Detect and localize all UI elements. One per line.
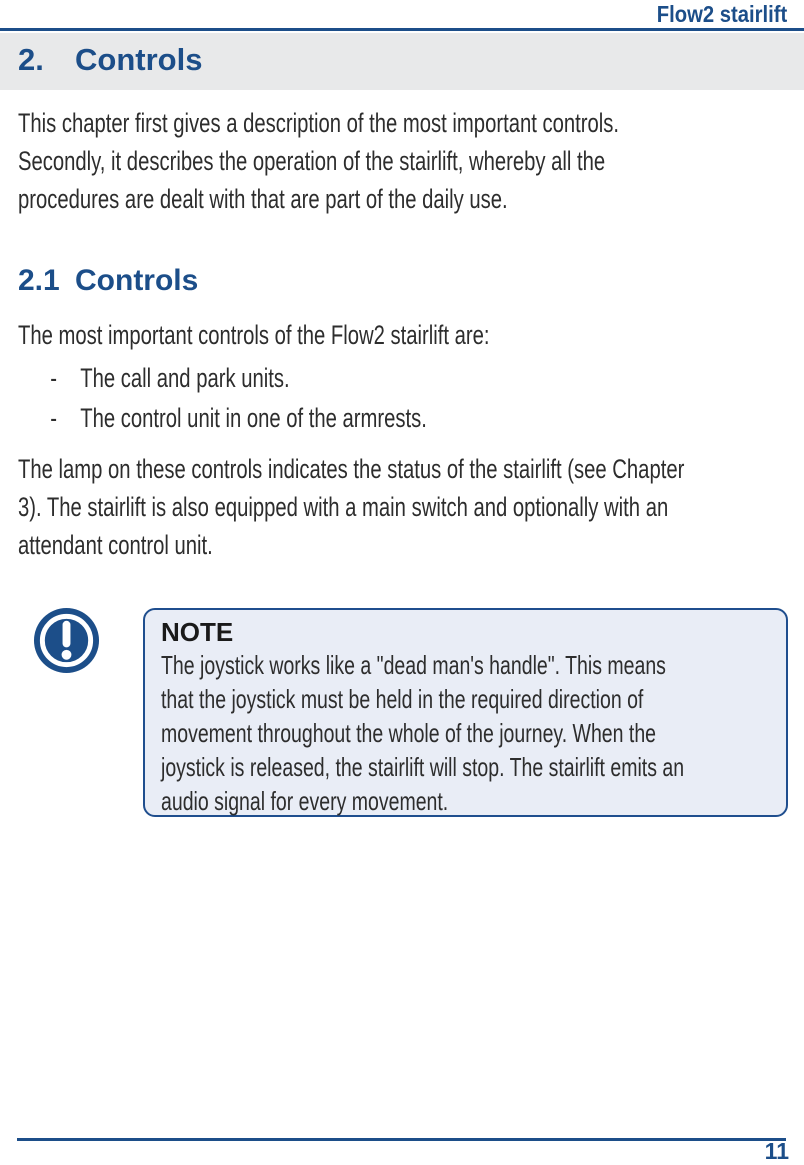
note-title: NOTE (161, 617, 234, 647)
section-paragraph (18, 450, 804, 564)
note-line: joystick is released, the stairlift will stop. The stairlift emits an (161, 752, 685, 782)
chapter-number: 2. (18, 42, 44, 77)
bullet-text: The control unit in one of the armrests. (80, 403, 427, 433)
chapter-title: Controls (75, 42, 203, 77)
paragraph-line: The lamp on these controls indicates the status of the stairlift (see Chapter (18, 454, 685, 484)
paragraph-line: attendant control unit. (18, 530, 213, 560)
note-callout-box (143, 608, 788, 817)
intro-line: Secondly, it describes the operation of the stairlift, whereby all the (18, 146, 606, 176)
note-line: movement throughout the whole of the journey. When the (161, 718, 657, 748)
section-number: 2.1 (18, 264, 60, 297)
lead-line: The most important controls of the Flow2 stairlift are: (18, 320, 490, 350)
header-divider-rule (0, 28, 804, 31)
section-lead (18, 316, 647, 354)
note-line: audio signal for every movement. (161, 786, 449, 816)
note-line: that the joystick must be held in the required direction of (161, 684, 644, 714)
header-product-title: Flow2 stairlift (656, 1, 787, 27)
bullet-text: The call and park units. (80, 363, 290, 393)
section-heading (18, 264, 198, 298)
intro-line: procedures are dealt with that are part of the daily use. (18, 184, 508, 214)
section-title: Controls (75, 264, 199, 297)
exclamation-circle-icon (33, 607, 100, 674)
chapter-heading (18, 42, 202, 78)
intro-paragraph (18, 104, 804, 218)
bullet-marker: - (50, 403, 57, 433)
note-line: The joystick works like a "dead man's handle". This means (161, 650, 666, 680)
paragraph-line: 3). The stairlift is also equipped with a main switch and optionally with an (18, 492, 669, 522)
intro-line: This chapter first gives a description of the most important controls. (18, 108, 620, 138)
chapter-heading-banner (0, 33, 804, 90)
footer-divider-rule (17, 1138, 786, 1141)
page-number: 11 (764, 1138, 789, 1164)
bullet-marker: - (50, 363, 57, 393)
